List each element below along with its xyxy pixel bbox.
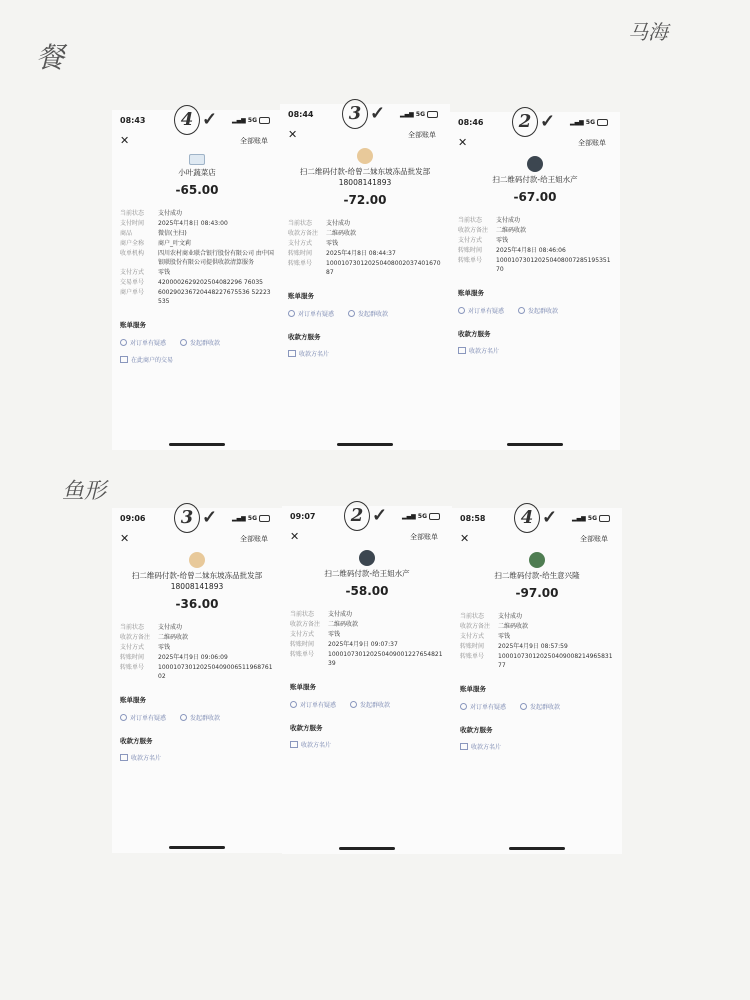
detail-label: 支付方式 [120,644,145,651]
detail-value: 零钱 [158,269,171,276]
group-icon [520,703,527,710]
merchant-avatar [189,154,205,165]
payee-card-link[interactable]: 收款方名片 [288,349,442,358]
detail-value: 零钱 [328,631,341,638]
detail-row [458,216,612,225]
merchant-history-link[interactable]: 在此商户的交易 [120,355,274,364]
all-bills-link[interactable]: 全部账单 [578,139,606,147]
card-icon [458,347,466,354]
status-time: 08:43 [120,116,146,125]
card-icon [288,350,296,357]
payee-service-heading: 收款方服务 [290,724,323,732]
detail-row [458,226,612,235]
dispute-button[interactable]: 对订单有疑惑 [120,713,166,722]
signal-battery: ▂▄▆ 5G [232,515,270,522]
detail-value: 零钱 [326,240,339,247]
detail-value: 二维码收款 [328,621,359,628]
payee-service-heading: 收款方服务 [460,726,493,734]
dispute-button[interactable]: 对订单有疑惑 [290,700,336,709]
home-indicator [509,847,565,850]
status-time: 08:44 [288,110,314,119]
group-pay-button[interactable]: 发起群收款 [180,713,220,722]
detail-row [288,219,442,228]
nav-row [120,134,274,148]
detail-label: 支付方式 [460,633,485,640]
question-icon [290,701,297,708]
merchant-name: 扫二维码付款-给曾二妹东坡冻品批发部 18008141893 [299,167,431,187]
battery-icon [597,119,608,126]
detail-row [120,643,274,652]
merchant-avatar [359,550,375,566]
group-icon [350,701,357,708]
detail-label: 转账时间 [120,654,145,661]
group-icon [348,310,355,317]
detail-value: 二维码收款 [496,227,527,234]
detail-label: 转账单号 [120,664,145,671]
detail-label: 转账时间 [458,247,483,254]
status-time: 08:46 [458,118,484,127]
payee-service-heading: 收款方服务 [288,333,321,341]
bill-service-heading: 账单服务 [458,289,484,297]
detail-row [120,249,274,267]
handwritten-check-mark: 3 ✓ [342,96,385,129]
battery-icon [427,111,438,118]
merchant-avatar [357,148,373,164]
detail-label: 当前状态 [288,220,313,227]
handwritten-note-top-right: 马海 [628,20,668,44]
detail-row [120,229,274,238]
detail-label: 交易单号 [120,279,145,286]
card-icon [460,743,468,750]
nav-row [120,532,274,546]
nav-row [458,136,612,150]
payment-amount: -36.00 [175,597,219,611]
detail-value: 600290236720448227675536 52223535 [158,289,271,305]
payment-receipt-card [282,506,452,854]
detail-row [460,612,614,621]
group-pay-button[interactable]: 发起群收款 [350,700,390,709]
detail-row [288,259,442,277]
detail-list [290,610,444,668]
detail-value: 支付成功 [498,613,523,620]
detail-row [288,239,442,248]
detail-row [290,650,444,668]
detail-label: 支付方式 [288,240,313,247]
detail-row [288,249,442,258]
detail-value: 10001073012025040800728519535170 [496,257,611,273]
merchant-name: 扫二维码付款-给生意兴隆 [494,571,580,580]
payee-service-heading: 收款方服务 [458,330,491,338]
detail-label: 转账单号 [458,257,483,264]
home-indicator [169,443,225,446]
detail-label: 当前状态 [458,217,483,224]
detail-value: 10001073012025040900651196876102 [158,664,273,680]
detail-label: 当前状态 [120,624,145,631]
detail-row [460,622,614,631]
detail-row [290,630,444,639]
status-bar [120,507,274,528]
group-pay-button[interactable]: 发起群收款 [520,702,560,711]
handwritten-check-mark: 2 ✓ [344,498,387,531]
home-indicator [169,846,225,849]
bill-service-heading: 账单服务 [120,321,146,329]
payment-amount: -65.00 [175,183,219,197]
group-pay-button[interactable]: 发起群收款 [348,309,388,318]
detail-value: 支付成功 [328,611,353,618]
home-indicator [507,443,563,446]
detail-value: 支付成功 [496,217,521,224]
detail-value: 支付成功 [158,624,183,631]
card-icon [290,741,298,748]
all-bills-link[interactable]: 全部账单 [240,535,268,543]
all-bills-link[interactable]: 全部账单 [240,137,268,145]
detail-row [120,209,274,218]
bill-service-heading: 账单服务 [120,696,146,704]
merchant-name: 扫二维码付款-给王姐水产 [324,569,410,578]
battery-icon [429,513,440,520]
detail-row [460,652,614,670]
merchant-avatar [527,156,543,172]
group-pay-button[interactable]: 发起群收款 [180,338,220,347]
detail-row [290,640,444,649]
payee-card-link[interactable]: 收款方名片 [290,740,444,749]
detail-value: 二维码收款 [498,623,529,630]
detail-value: 10001073012025040900821496583177 [498,653,613,669]
group-icon [518,307,525,314]
question-icon [458,307,465,314]
close-icon[interactable]: ✕ [460,532,470,545]
status-time: 08:58 [460,514,486,523]
detail-value: 四川农村商业联合银行股份有限公司 由中国银联股份有限公司提供收款清算服务 [158,250,274,266]
network-label: 5G [417,513,427,520]
bill-service-actions [120,338,274,347]
bill-service-actions [120,713,274,722]
detail-label: 当前状态 [460,613,485,620]
detail-value: 2025年4月9日 09:07:37 [328,641,398,648]
detail-label: 商品 [120,230,133,237]
signal-battery: ▂▄▆ 5G [400,111,438,118]
status-bar [458,111,612,132]
signal-battery: ▂▄▆ 5G [570,119,608,126]
battery-icon [599,515,610,522]
detail-list [460,612,614,670]
detail-label: 收款方备注 [120,634,151,641]
detail-value: 支付成功 [326,220,351,227]
detail-row [120,288,274,306]
detail-label: 转账单号 [290,651,315,658]
question-icon [120,339,127,346]
payee-service-heading: 收款方服务 [120,737,153,745]
merchant-avatar [529,552,545,568]
detail-row [290,610,444,619]
detail-value: 支付成功 [158,210,183,217]
signal-battery: ▂▄▆ 5G [402,513,440,520]
payment-amount: -58.00 [345,584,389,598]
detail-label: 商户全称 [120,240,145,247]
handwritten-check-mark: 4 ✓ [174,102,217,135]
detail-row [460,632,614,641]
detail-label: 当前状态 [290,611,315,618]
detail-row [120,663,274,681]
question-icon [288,310,295,317]
bill-service-heading: 账单服务 [288,292,314,300]
detail-value: 10001073012025040900122765482139 [328,651,443,667]
network-label: 5G [247,117,257,124]
detail-list [120,209,274,306]
detail-row [458,256,612,274]
detail-label: 转账时间 [460,643,485,650]
detail-label: 收款方备注 [458,227,489,234]
network-label: 5G [247,515,257,522]
detail-row [120,239,274,248]
network-label: 5G [587,515,597,522]
detail-value: 微信(主扫) [158,230,187,237]
bill-service-actions [290,700,444,709]
detail-row [460,642,614,651]
detail-value: 零钱 [158,644,171,651]
detail-value: 10001073012025040800203740167087 [326,260,441,276]
handwritten-note-mid-left: 鱼形 [62,479,107,504]
detail-list [120,623,274,681]
dispute-button[interactable]: 对订单有疑惑 [288,309,334,318]
nav-row [290,530,444,544]
detail-label: 支付时间 [120,220,145,227]
payment-receipt-card [112,508,282,853]
dispute-button[interactable]: 对订单有疑惑 [458,306,504,315]
handwritten-check-mark: 4 ✓ [514,500,557,533]
handwritten-check-mark: 2 ✓ [512,104,555,137]
question-icon [120,714,127,721]
status-time: 09:06 [120,514,146,523]
detail-list [288,219,442,277]
card-icon [120,754,128,761]
merchant-avatar [189,552,205,568]
close-icon[interactable]: ✕ [288,128,298,141]
payee-card-link[interactable]: 收款方名片 [120,753,274,762]
detail-label: 当前状态 [120,210,145,217]
network-label: 5G [415,111,425,118]
dispute-button[interactable]: 对订单有疑惑 [120,338,166,347]
merchant-name: 扫二维码付款-给王姐水产 [492,175,578,184]
bill-service-actions [288,309,442,318]
detail-value: 4200002629202504082296 76035 [158,279,263,286]
detail-label: 收单机构 [120,250,145,257]
detail-value: 零钱 [496,237,509,244]
nav-row [288,128,442,142]
detail-list [458,216,612,274]
detail-row [120,623,274,632]
detail-label: 收款方备注 [290,621,321,628]
payee-card-link[interactable]: 收款方名片 [458,346,612,355]
status-bar [290,505,444,526]
status-bar [288,103,442,124]
detail-value: 2025年4月8日 08:43:00 [158,220,228,227]
detail-row [288,229,442,238]
detail-label: 收款方备注 [460,623,491,630]
detail-value: 2025年4月9日 08:57:59 [498,643,568,650]
nav-row [460,532,614,546]
detail-value: 二维码收款 [326,230,357,237]
detail-row [120,278,274,287]
group-pay-button[interactable]: 发起群收款 [518,306,558,315]
question-icon [460,703,467,710]
network-label: 5G [585,119,595,126]
home-indicator [337,443,393,446]
merchant-name: 小叶蔬菜店 [178,168,216,177]
group-icon [180,339,187,346]
detail-label: 支付方式 [120,269,145,276]
close-icon[interactable]: ✕ [458,136,468,149]
close-icon[interactable]: ✕ [120,134,130,147]
detail-label: 转账单号 [460,653,485,660]
status-time: 09:07 [290,512,316,521]
detail-row [290,620,444,629]
payee-card-link[interactable]: 收款方名片 [460,742,614,751]
status-bar [460,507,614,528]
battery-icon [259,515,270,522]
detail-row [458,236,612,245]
payment-receipt-card [450,112,620,450]
detail-row [120,653,274,662]
payment-amount: -72.00 [343,193,387,207]
battery-icon [259,117,270,124]
close-icon[interactable]: ✕ [120,532,130,545]
detail-label: 商户单号 [120,289,145,296]
detail-value: 2025年4月8日 08:46:06 [496,247,566,254]
all-bills-link[interactable]: 全部账单 [408,131,436,139]
signal-battery: ▂▄▆ 5G [572,515,610,522]
payment-receipt-card [452,508,622,854]
all-bills-link[interactable]: 全部账单 [580,535,608,543]
detail-value: 2025年4月9日 09:06:09 [158,654,228,661]
detail-label: 支付方式 [458,237,483,244]
group-icon [180,714,187,721]
list-icon [120,356,128,363]
merchant-name: 扫二维码付款-给曾二妹东坡冻品批发部 18008141893 [131,571,263,591]
detail-label: 转账时间 [288,250,313,257]
handwritten-note-top-left: 餐 [36,41,65,74]
detail-row [120,633,274,642]
detail-row [120,268,274,277]
all-bills-link[interactable]: 全部账单 [410,533,438,541]
detail-label: 收款方备注 [288,230,319,237]
detail-label: 转账单号 [288,260,313,267]
dispute-button[interactable]: 对订单有疑惑 [460,702,506,711]
payment-amount: -67.00 [513,190,557,204]
detail-row [120,219,274,228]
bill-service-heading: 账单服务 [290,683,316,691]
detail-value: 二维码收款 [158,634,189,641]
status-bar [120,109,274,130]
detail-value: 2025年4月8日 08:44:37 [326,250,396,257]
bill-service-actions [458,306,612,315]
signal-battery: ▂▄▆ 5G [232,117,270,124]
detail-value: 商户_叶文莉 [158,240,192,247]
detail-row [458,246,612,255]
bill-service-actions [460,702,614,711]
close-icon[interactable]: ✕ [290,530,300,543]
payment-receipt-card [280,104,450,450]
detail-label: 转账时间 [290,641,315,648]
payment-amount: -97.00 [515,586,559,600]
bill-service-heading: 账单服务 [460,685,486,693]
detail-value: 零钱 [498,633,511,640]
detail-label: 支付方式 [290,631,315,638]
home-indicator [339,847,395,850]
handwritten-check-mark: 3 ✓ [174,500,217,533]
payment-receipt-card [112,110,282,450]
